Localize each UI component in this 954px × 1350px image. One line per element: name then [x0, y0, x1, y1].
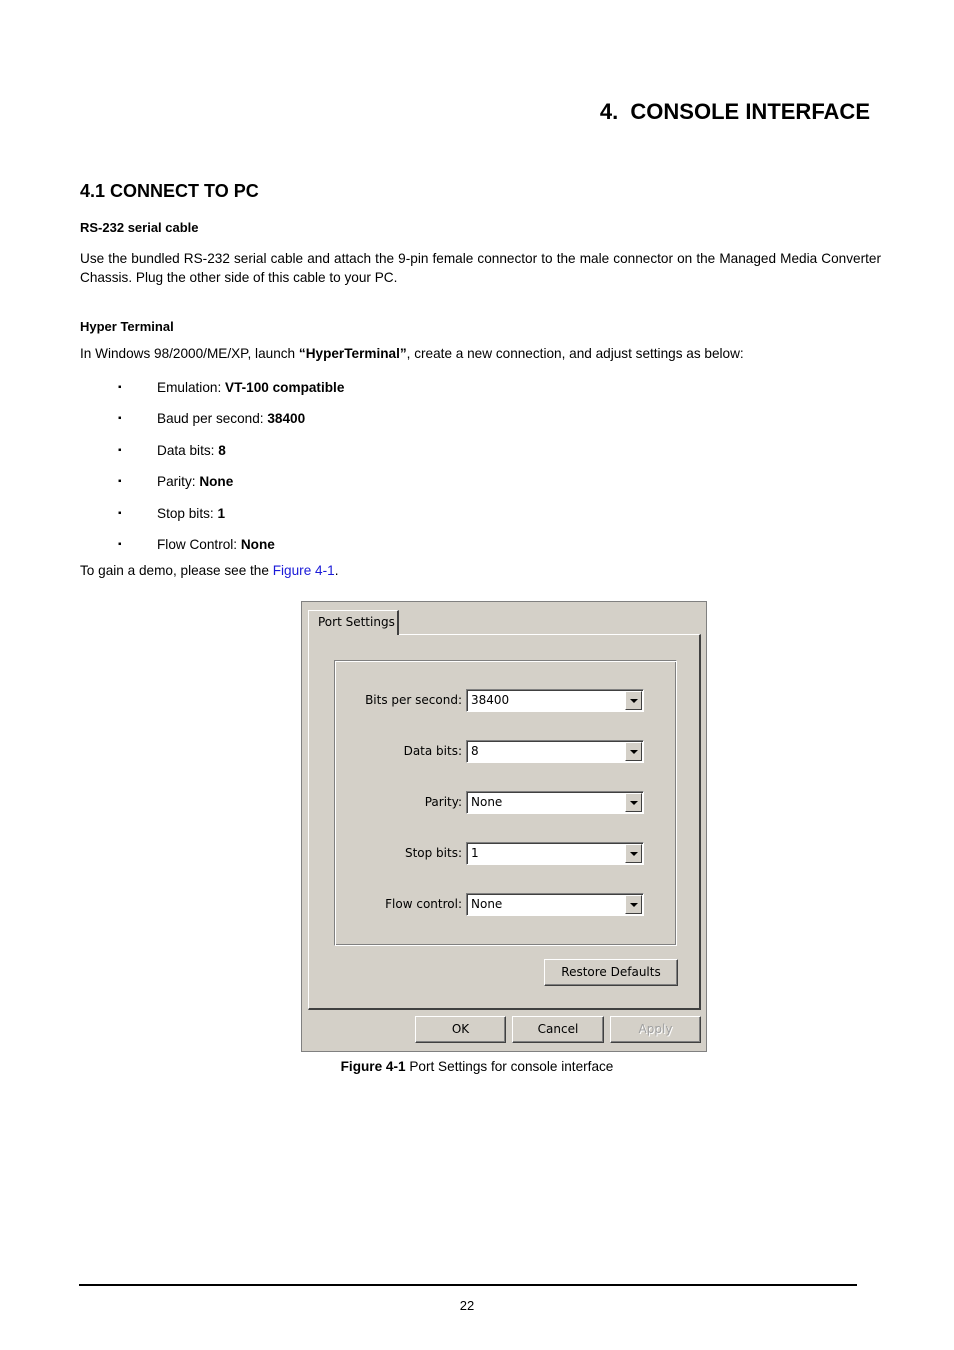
stop-bits-label: Stop bits:: [404, 846, 462, 860]
ok-button[interactable]: OK: [415, 1016, 506, 1043]
stop-bits-value: 1: [471, 846, 479, 860]
setting-value: None: [240, 536, 275, 552]
chapter-number: 4.: [599, 99, 619, 124]
setting-label: Parity:: [157, 474, 200, 490]
setting-label: Baud per second:: [157, 411, 268, 427]
setting-value: 1: [217, 505, 226, 521]
parity-select[interactable]: [466, 791, 644, 814]
bullet-icon: ▪: [118, 538, 122, 550]
port-settings-dialog: [301, 601, 707, 1052]
parity-label: Parity:: [424, 795, 462, 809]
setting-label: Flow Control:: [157, 536, 241, 552]
footer-divider: [79, 1284, 857, 1286]
flow-control-label: Flow control:: [385, 897, 462, 911]
setting-value: VT-100 compatible: [225, 380, 345, 395]
data-bits-value: 8: [471, 744, 479, 758]
figure-link[interactable]: Figure 4-1: [272, 563, 335, 578]
chevron-down-icon: [630, 699, 638, 703]
bullet-icon: ▪: [118, 382, 122, 393]
rs232-heading: RS-232 serial cable: [80, 220, 199, 235]
figure-caption-text: Port Settings for console interface: [405, 1059, 614, 1074]
dropdown-button[interactable]: [625, 895, 642, 914]
list-item: [118, 504, 344, 535]
demo-after: .: [334, 563, 339, 578]
section-title: 4.1 CONNECT TO PC: [80, 181, 259, 201]
intro-after: , create a new connection, and adjust settings as below:: [406, 346, 744, 361]
dropdown-button[interactable]: [625, 793, 642, 812]
flow-control-value: None: [471, 897, 503, 911]
stop-bits-select[interactable]: [466, 842, 644, 865]
settings-group: [334, 660, 677, 946]
dropdown-button[interactable]: [625, 691, 642, 710]
chapter-title-text: CONSOLE INTERFACE: [630, 99, 870, 124]
rs232-body: Use the bundled RS-232 serial cable and attach the 9-pin female connector to the male connector on the Managed Media Converter Chassis. Plug the other side of this cable to your PC.: [80, 251, 881, 285]
chevron-down-icon: [630, 852, 638, 856]
intro-before: In Windows 98/2000/ME/XP, launch: [80, 346, 299, 361]
setting-label: Stop bits:: [157, 505, 218, 521]
hyperterminal-heading: Hyper Terminal: [80, 319, 174, 334]
bullet-icon: ▪: [118, 476, 122, 488]
hyperterminal-intro: [80, 344, 881, 363]
setting-value: 8: [218, 442, 226, 458]
setting-label: Emulation:: [157, 380, 226, 395]
intro-app-name: “HyperTerminal”: [298, 346, 407, 361]
list-item: [118, 441, 344, 472]
setting-value: None: [199, 474, 234, 490]
chevron-down-icon: [630, 801, 638, 805]
list-item: [118, 472, 344, 503]
bullet-icon: ▪: [118, 413, 122, 425]
bits-per-second-label: Bits per second:: [365, 693, 462, 707]
bits-per-second-select[interactable]: [466, 689, 644, 712]
chevron-down-icon: [630, 903, 638, 907]
figure-caption: [0, 1059, 954, 1074]
bullet-icon: ▪: [118, 507, 122, 519]
dropdown-button[interactable]: [625, 742, 642, 761]
list-item: [118, 378, 344, 409]
apply-button[interactable]: Apply: [610, 1016, 701, 1043]
tab-port-settings[interactable]: Port Settings: [308, 610, 399, 635]
demo-text: [80, 561, 881, 580]
setting-value: 38400: [267, 411, 306, 427]
chevron-down-icon: [630, 750, 638, 754]
chapter-title: [600, 99, 870, 125]
restore-defaults-button[interactable]: Restore Defaults: [544, 959, 678, 986]
setting-label: Data bits:: [157, 442, 219, 458]
parity-value: None: [471, 795, 503, 809]
data-bits-label: Data bits:: [403, 744, 462, 758]
tab-panel: [308, 634, 701, 1010]
page-number: 22: [459, 1298, 475, 1313]
demo-before: To gain a demo, please see the: [80, 563, 273, 578]
data-bits-select[interactable]: [466, 740, 644, 763]
flow-control-select[interactable]: [466, 893, 644, 916]
dropdown-button[interactable]: [625, 844, 642, 863]
settings-list: [118, 378, 344, 566]
figure-caption-label: Figure 4-1: [340, 1059, 406, 1074]
cancel-button[interactable]: Cancel: [512, 1016, 604, 1043]
list-item: [118, 409, 344, 440]
bullet-icon: ▪: [118, 444, 122, 456]
bits-per-second-value: 38400: [471, 693, 510, 707]
